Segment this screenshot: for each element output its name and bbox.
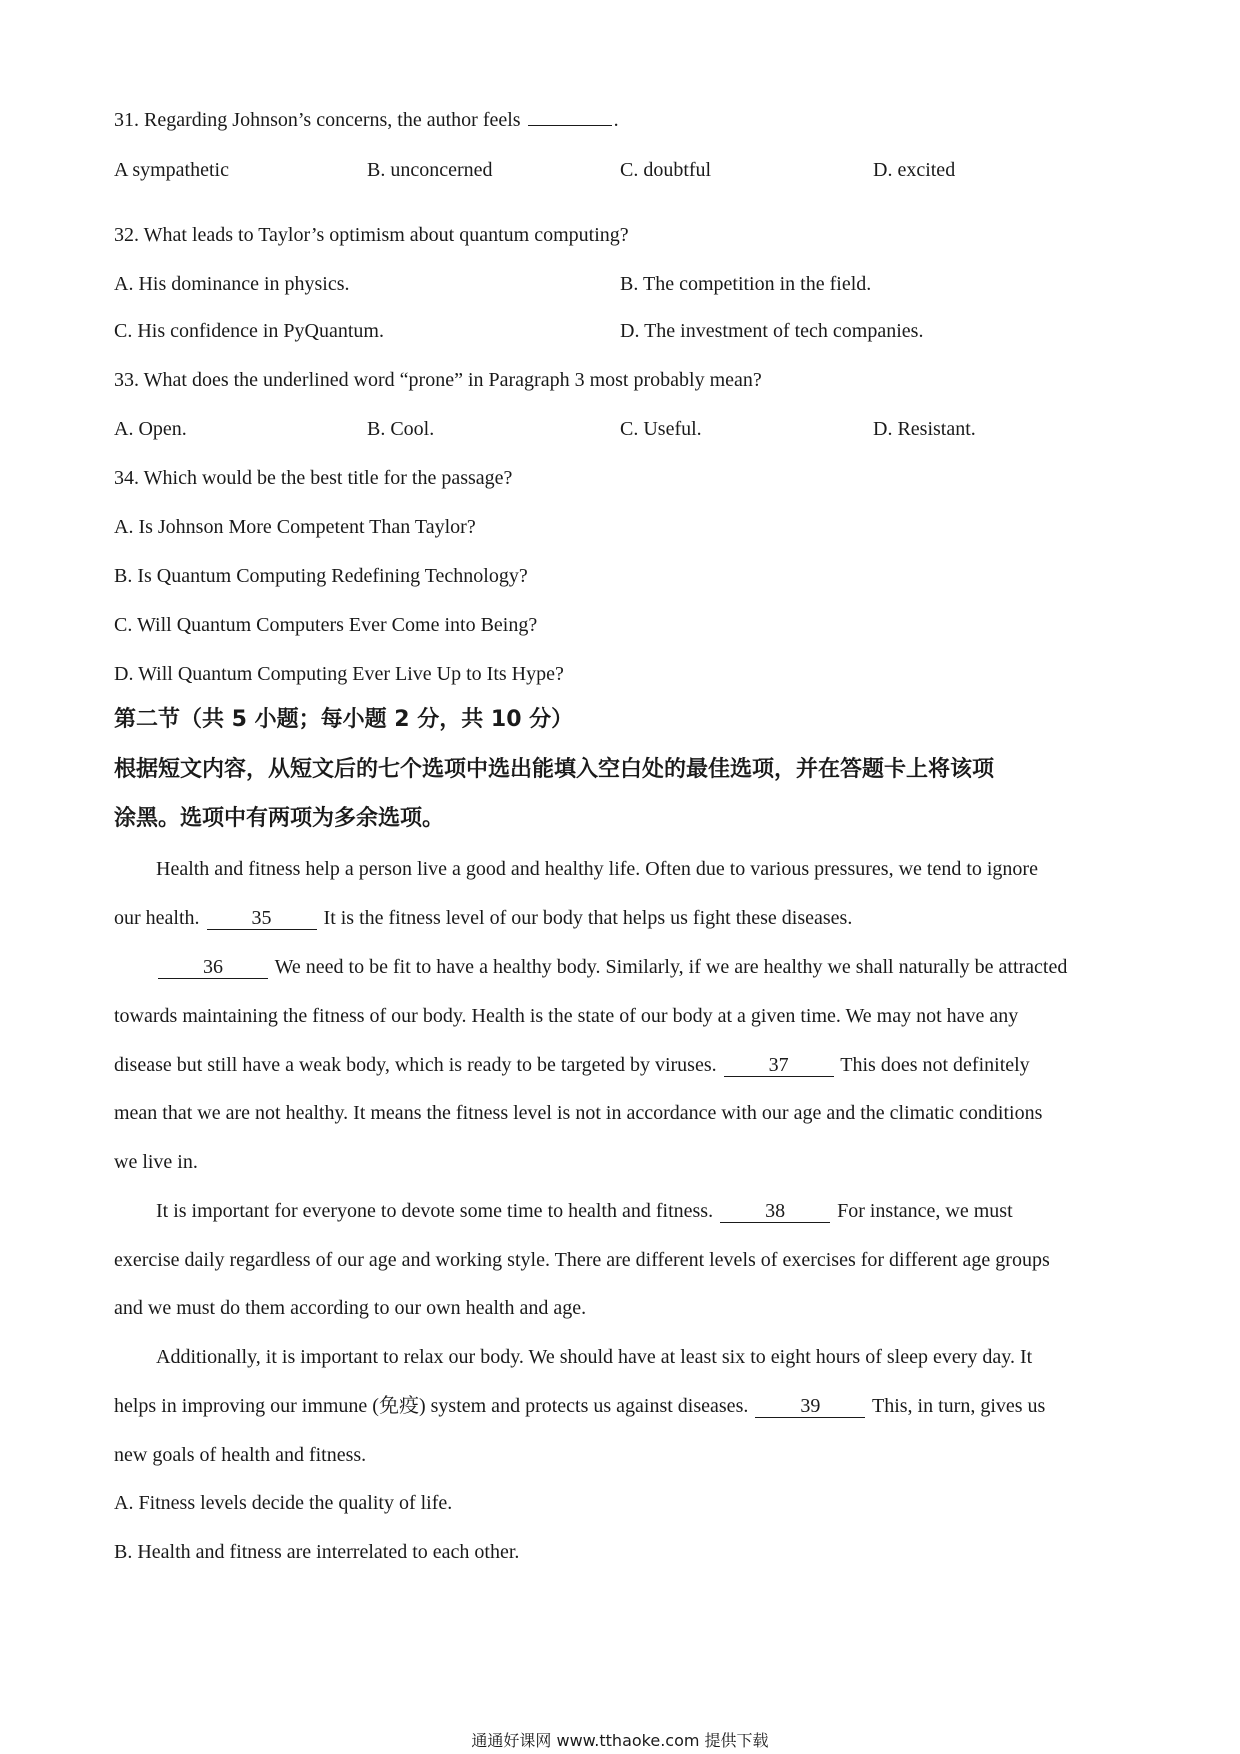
passage-p2-line1 [156, 954, 1067, 980]
passage-p2-line2: towards maintaining the fitness of our body. Health is the state of our body at a given time. We may not have any [114, 1005, 1019, 1027]
answer-blank [528, 125, 612, 126]
q33-option-a: A. Open. [114, 418, 187, 440]
passage-p3-line3: and we must do them according to our own health and age. [114, 1297, 587, 1319]
passage-text: It is the fitness level of our body that helps us fight these diseases. [318, 907, 853, 929]
blank-37: 37 [724, 1054, 834, 1077]
passage-p1-line1: Health and fitness help a person live a good and healthy life. Often due to various pressures, we tend to ignore [156, 858, 1038, 880]
passage-p2-line3 [114, 1052, 1030, 1078]
q34-option-a: A. Is Johnson More Competent Than Taylor? [114, 516, 476, 538]
q31-option-a: A sympathetic [114, 159, 229, 181]
q32-option-c: C. His confidence in PyQuantum. [114, 320, 384, 342]
passage-text: helps in improving our immune (免疫) system and protects us against diseases. [114, 1395, 754, 1417]
page-footer: 通通好课网 www.tthaoke.com 提供下载 [471, 1731, 769, 1750]
q32-option-b: B. The competition in the field. [620, 273, 872, 295]
passage-text: This, in turn, gives us [867, 1395, 1046, 1417]
q33-option-d: D. Resistant. [873, 418, 976, 440]
passage-p4-line2 [114, 1393, 1045, 1419]
passage-p2-line5: we live in. [114, 1151, 198, 1173]
q33-option-c: C. Useful. [620, 418, 702, 440]
question-32-stem: 32. What leads to Taylor’s optimism about quantum computing? [114, 224, 629, 246]
q31-option-d: D. excited [873, 159, 956, 181]
section-2-instruction-line2: 涂黑。选项中有两项为多余选项。 [114, 806, 445, 831]
q34-option-c: C. Will Quantum Computers Ever Come into Being? [114, 614, 538, 636]
choice-b: B. Health and fitness are interrelated to each other. [114, 1541, 520, 1563]
question-31-period: . [613, 109, 619, 131]
question-31-text: 31. Regarding Johnson’s concerns, the author feels [114, 109, 526, 131]
section-2-instruction-line1: 根据短文内容，从短文后的七个选项中选出能填入空白处的最佳选项，并在答题卡上将该项 [114, 757, 995, 782]
blank-35: 35 [207, 907, 317, 930]
passage-p4-line1: Additionally, it is important to relax our body. We should have at least six to eight hours of sleep every day. It [156, 1346, 1033, 1368]
q32-option-a: A. His dominance in physics. [114, 273, 350, 295]
passage-text: disease but still have a weak body, which is ready to be targeted by viruses. [114, 1054, 722, 1076]
passage-p4-line3: new goals of health and fitness. [114, 1444, 367, 1466]
passage-text: our health. [114, 907, 205, 929]
passage-text: We need to be fit to have a healthy body. Similarly, if we are healthy we shall naturally be attracted [270, 956, 1068, 978]
passage-p3-line2: exercise daily regardless of our age and working style. There are different levels of exercises for different age groups [114, 1249, 1050, 1271]
q31-option-b: B. unconcerned [367, 159, 493, 181]
passage-p1-line2 [114, 905, 852, 931]
section-2-heading: 第二节（共 5 小题；每小题 2 分，共 10 分） [114, 707, 574, 732]
passage-p2-line4: mean that we are not healthy. It means the fitness level is not in accordance with our age and the climatic conditions [114, 1102, 1043, 1124]
passage-p3-line1 [156, 1198, 1013, 1224]
choice-a: A. Fitness levels decide the quality of life. [114, 1492, 453, 1514]
question-34-stem: 34. Which would be the best title for the passage? [114, 467, 513, 489]
blank-39: 39 [755, 1395, 865, 1418]
blank-38: 38 [720, 1200, 830, 1223]
blank-36: 36 [158, 956, 268, 979]
question-33-stem: 33. What does the underlined word “prone” in Paragraph 3 most probably mean? [114, 369, 762, 391]
q34-option-d: D. Will Quantum Computing Ever Live Up to Its Hype? [114, 663, 564, 685]
passage-text: This does not definitely [835, 1054, 1030, 1076]
passage-text: For instance, we must [832, 1200, 1013, 1222]
question-31-stem [114, 107, 619, 133]
q32-option-d: D. The investment of tech companies. [620, 320, 924, 342]
q34-option-b: B. Is Quantum Computing Redefining Technology? [114, 565, 528, 587]
passage-text: It is important for everyone to devote some time to health and fitness. [156, 1200, 719, 1222]
q31-option-c: C. doubtful [620, 159, 712, 181]
q33-option-b: B. Cool. [367, 418, 435, 440]
